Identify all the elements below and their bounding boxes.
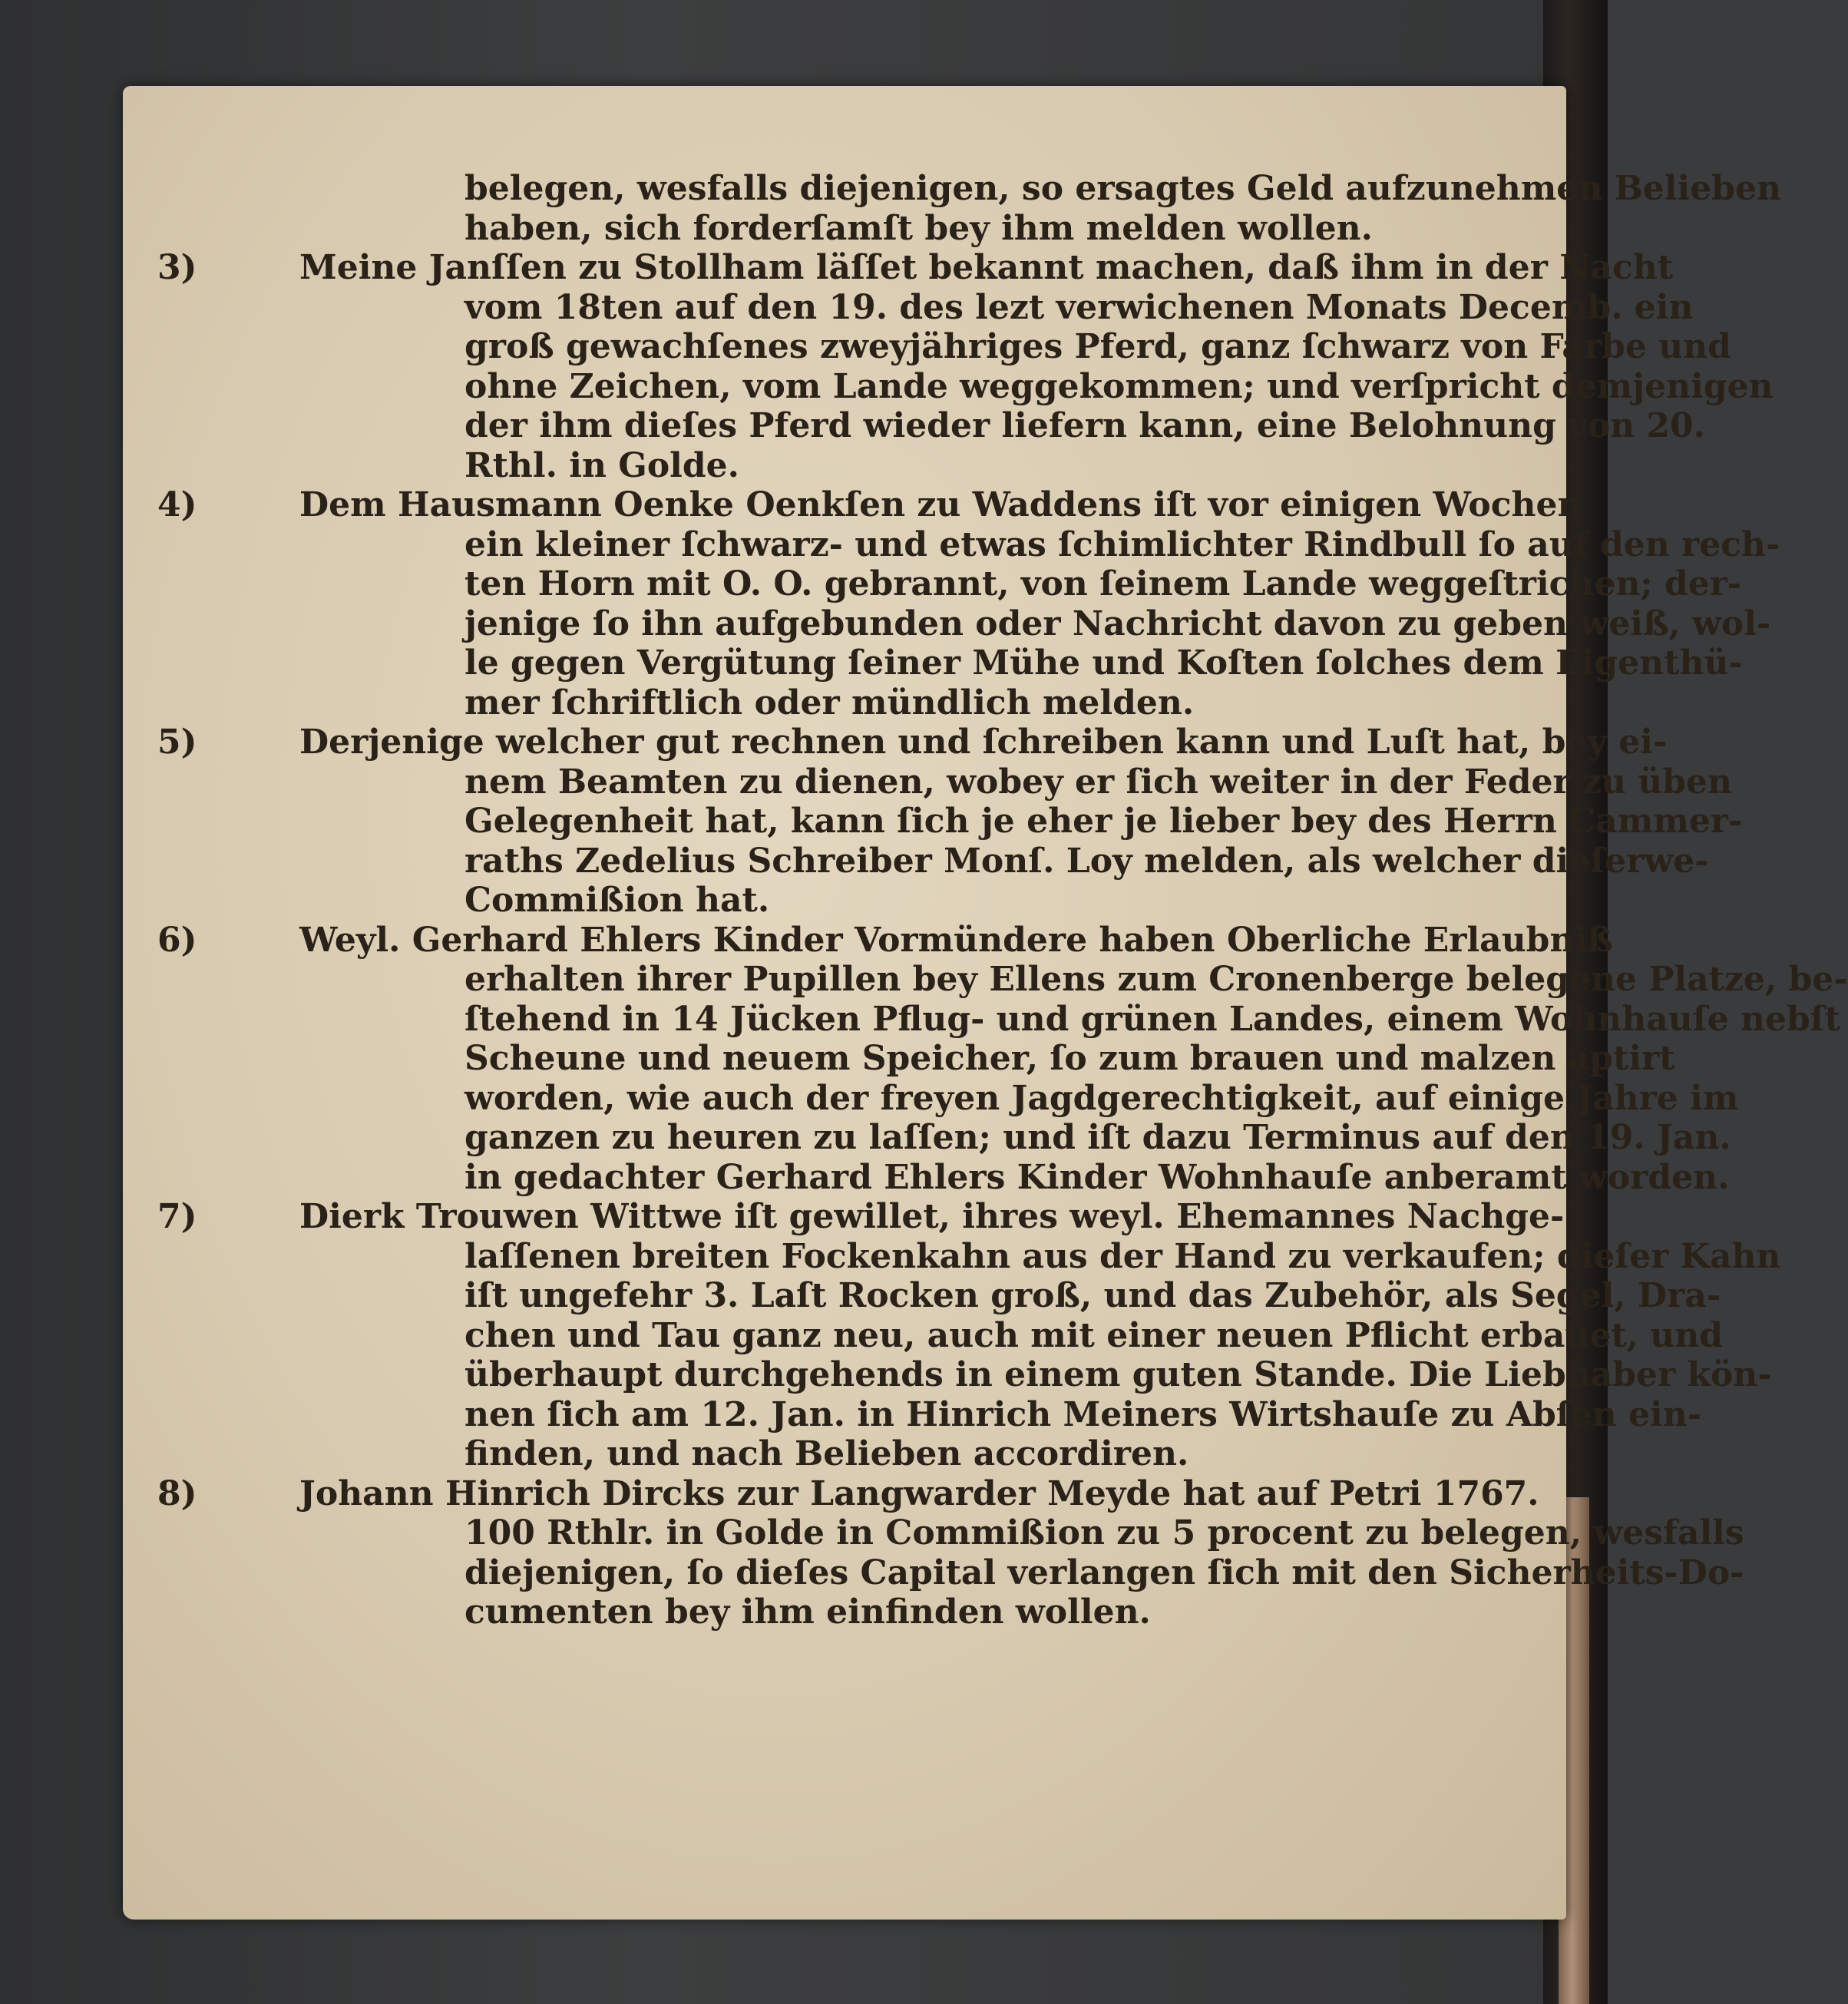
notice-line: le gegen Vergütung ſeiner Mühe und Koſten ſolches dem Eigenthü- — [464, 643, 1743, 683]
notice-line: nen ſich am 12. Jan. in Hinrich Meiners Wirtshauſe zu Abſen ein- — [464, 1394, 1701, 1434]
item-number: 5) — [157, 723, 197, 762]
notice-line: iſt ungefehr 3. Laſt Rocken groß, und das Zubehör, als Segel, Dra- — [464, 1276, 1721, 1315]
notice-line: ten Horn mit O. O. gebrannt, von ſeinem Lande weggeſtrichen; der- — [464, 564, 1742, 604]
notice-line: laſſenen breiten Fockenkahn aus der Hand zu verkaufen; dieſer Kahn — [464, 1236, 1781, 1276]
notice-line: vom 18ten auf den 19. des lezt verwichenen Monats Decemb. ein — [464, 287, 1694, 327]
item-number: 7) — [157, 1197, 197, 1236]
notice-item-8 — [157, 1473, 1744, 1632]
item-number: 4) — [157, 485, 197, 524]
notice-item-7 — [157, 1197, 1781, 1474]
notice-line: nem Beamten zu dienen, wobey er ſich weiter in der Feder zu üben — [464, 762, 1733, 802]
document-body — [157, 169, 1848, 1632]
notice-line: erhalten ihrer Pupillen bey Ellens zum Cronenberge belegene Platze, be- — [464, 960, 1848, 999]
notice-line: cumenten bey ihm einfinden wollen. — [464, 1592, 1151, 1632]
notice-line: chen und Tau ganz neu, auch mit einer neuen Pflicht erbauet, und — [464, 1315, 1724, 1355]
notice-line — [157, 920, 1613, 961]
notice-item-3 — [157, 248, 1774, 485]
notice-line: ein kleiner ſchwarz- und etwas ſchimlichter Rindbull ſo auf den rech- — [464, 524, 1780, 564]
notice-line — [157, 723, 1668, 762]
notice-line: diejenigen, ſo dieſes Capital verlangen ſich mit den Sicherheits-Do- — [464, 1553, 1744, 1592]
notice-line: Gelegenheit hat, kann ſich je eher je lieber bey des Herrn Cammer- — [464, 802, 1743, 841]
notice-text: Dem Hausmann Oenke Oenkſen zu Waddens iſt vor einigen Wochen — [299, 485, 1582, 524]
notice-line: ſtehend in 14 Jücken Pflug- und grünen Landes, einem Wohnhauſe nebſt — [464, 999, 1841, 1039]
notice-line — [157, 1473, 1539, 1514]
notice-line: überhaupt durchgehends in einem guten Stande. Die Liebhaber kön- — [464, 1355, 1772, 1394]
item-number: 8) — [157, 1473, 197, 1513]
item-number: 6) — [157, 920, 197, 960]
notice-line: in gedachter Gerhard Ehlers Kinder Wohnhauſe anberamt worden. — [464, 1157, 1730, 1197]
notice-line: finden, und nach Belieben accordiren. — [464, 1434, 1189, 1473]
notice-item-5 — [157, 723, 1743, 921]
notice-line: ganzen zu heuren zu laſſen; und iſt dazu Terminus auf den 19. Jan. — [464, 1118, 1731, 1157]
notice-text: Weyl. Gerhard Ehlers Kinder Vormündere haben Oberliche Erlaubniß — [299, 920, 1613, 960]
notice-item-6 — [157, 920, 1848, 1198]
notice-line — [157, 1197, 1565, 1237]
intro-line: belegen, wesfalls diejenigen, so ersagtes Geld aufzunehmen Belieben — [464, 169, 1781, 208]
notice-text: Derjenige welcher gut rechnen und ſchreiben kann und Luſt hat, bey ei- — [299, 723, 1668, 762]
notice-line: jenige ſo ihn aufgebunden oder Nachricht davon zu geben weiß, wol- — [464, 604, 1771, 643]
notice-line: Commißion hat. — [464, 881, 770, 920]
notice-line — [157, 248, 1674, 288]
notice-text: Meine Janſſen zu Stollham läſſet bekannt machen, daß ihm in der Nacht — [299, 248, 1674, 287]
notice-line: mer ſchriftlich oder mündlich melden. — [464, 683, 1195, 723]
notice-text: Johann Hinrich Dircks zur Langwarder Meyde hat auf Petri 1767. — [299, 1473, 1539, 1513]
notice-line: groß gewachſenes zweyjähriges Pferd, ganz ſchwarz von Farbe und — [464, 327, 1731, 366]
notice-line: Scheune und neuem Speicher, ſo zum brauen und malzen aptirt — [464, 1039, 1675, 1078]
notice-line: Rthl. in Golde. — [464, 445, 739, 485]
intro-line: haben, sich forderſamſt bey ihm melden wollen. — [464, 208, 1373, 248]
notice-text: Dierk Trouwen Wittwe iſt gewillet, ihres weyl. Ehemannes Nachge- — [299, 1197, 1565, 1236]
notice-line: der ihm dieſes Pferd wieder liefern kann, eine Belohnung von 20. — [464, 406, 1705, 445]
notice-line: ohne Zeichen, vom Lande weggekommen; und verſpricht demjenigen — [464, 366, 1774, 406]
notice-item-4 — [157, 485, 1780, 723]
notice-line: raths Zedelius Schreiber Monſ. Loy melden, als welcher dieſerwe- — [464, 841, 1709, 881]
notice-line: 100 Rthlr. in Golde in Commißion zu 5 procent zu belegen, wesfalls — [464, 1513, 1744, 1553]
notice-line — [157, 485, 1582, 525]
item-number: 3) — [157, 248, 197, 287]
notice-line: worden, wie auch der freyen Jagdgerechtigkeit, auf einige Jahre im — [464, 1078, 1739, 1118]
